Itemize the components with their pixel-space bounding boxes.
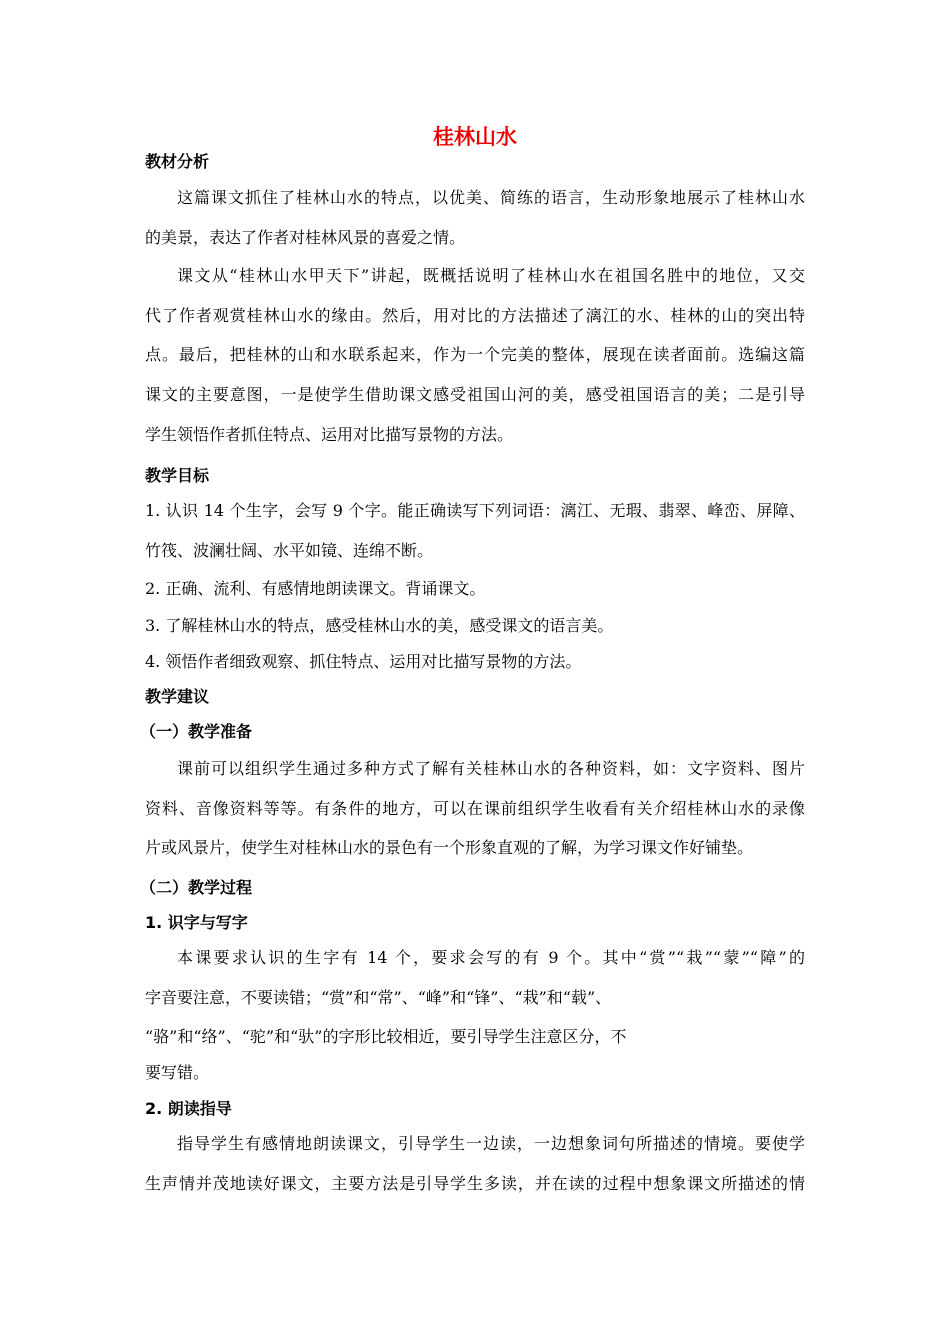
paragraph-line: 生声情并茂地读好课文，主要方法是引导学生多读，并在读的过程中想象课文所描述的情 (145, 1174, 805, 1193)
paragraph-line: 课文的主要意图，一是使学生借助课文感受祖国山河的美，感受祖国语言的美；二是引导 (145, 385, 805, 404)
paragraph-line: 本课要求认识的生字有 14 个，要求会写的有 9 个。其中“赏”“栽”“蒙”“障”的 (177, 948, 805, 967)
paragraph-line: 课前可以组织学生通过多种方式了解有关桂林山水的各种资料，如：文字资料、图片 (177, 759, 805, 778)
paragraph-line: 代了作者观赏桂林山水的缘由。然后，用对比的方法描述了漓江的水、桂林的山的突出特 (145, 306, 805, 325)
goal-item: 2. 正确、流利、有感情地朗读课文。背诵课文。 (145, 579, 486, 598)
goal-item: 3. 了解桂林山水的特点，感受桂林山水的美，感受课文的语言美。 (145, 616, 614, 635)
heading-analysis: 教材分析 (145, 152, 210, 171)
paragraph-line: 这篇课文抓住了桂林山水的特点，以优美、简练的语言，生动形象地展示了桂林山水 (177, 188, 805, 207)
paragraph-line: 课文从“桂林山水甲天下”讲起，既概括说明了桂林山水在祖国名胜中的地位，又交 (177, 266, 805, 285)
document-title: 桂林山水 (433, 125, 517, 149)
paragraph-line: 点。最后，把桂林的山和水联系起来，作为一个完美的整体，展现在读者面前。选编这篇 (145, 345, 805, 364)
paragraph-line: 要写错。 (145, 1063, 210, 1082)
goal-item: 竹筏、波澜壮阔、水平如镜、连绵不断。 (145, 541, 434, 560)
paragraph-line: 资料、音像资料等等。有条件的地方，可以在课前组织学生收看有关介绍桂林山水的录像 (145, 799, 805, 818)
paragraph-line: “骆”和“络”、“驼”和“驮”的字形比较相近，要引导学生注意区分，不 (145, 1027, 627, 1046)
goal-item: 1. 认识 14 个生字，会写 9 个字。能正确读写下列词语：漓江、无瑕、翡翠、峰峦、屏障、 (145, 501, 805, 520)
paragraph-line: 片或风景片，使学生对桂林山水的景色有一个形象直观的了解，为学习课文作好铺垫。 (145, 838, 754, 857)
subheading-prep: （一）教学准备 (140, 722, 253, 741)
subheading-process: （二）教学过程 (140, 878, 253, 897)
heading-goals: 教学目标 (145, 466, 210, 485)
subheading-literacy: 1. 识字与写字 (145, 913, 248, 932)
heading-suggest: 教学建议 (145, 687, 210, 706)
subheading-reading: 2. 朗读指导 (145, 1099, 232, 1118)
paragraph-line: 指导学生有感情地朗读课文，引导学生一边读，一边想象词句所描述的情境。要使学 (177, 1134, 805, 1153)
paragraph-line: 字音要注意，不要读错；“赏”和“常”、“峰”和“锋”、“栽”和“载”、 (145, 988, 612, 1007)
paragraph-line: 学生领悟作者抓住特点、运用对比描写景物的方法。 (145, 425, 514, 444)
goal-item: 4. 领悟作者细致观察、抓住特点、运用对比描写景物的方法。 (145, 652, 582, 671)
paragraph-line: 的美景，表达了作者对桂林风景的喜爱之情。 (145, 228, 466, 247)
